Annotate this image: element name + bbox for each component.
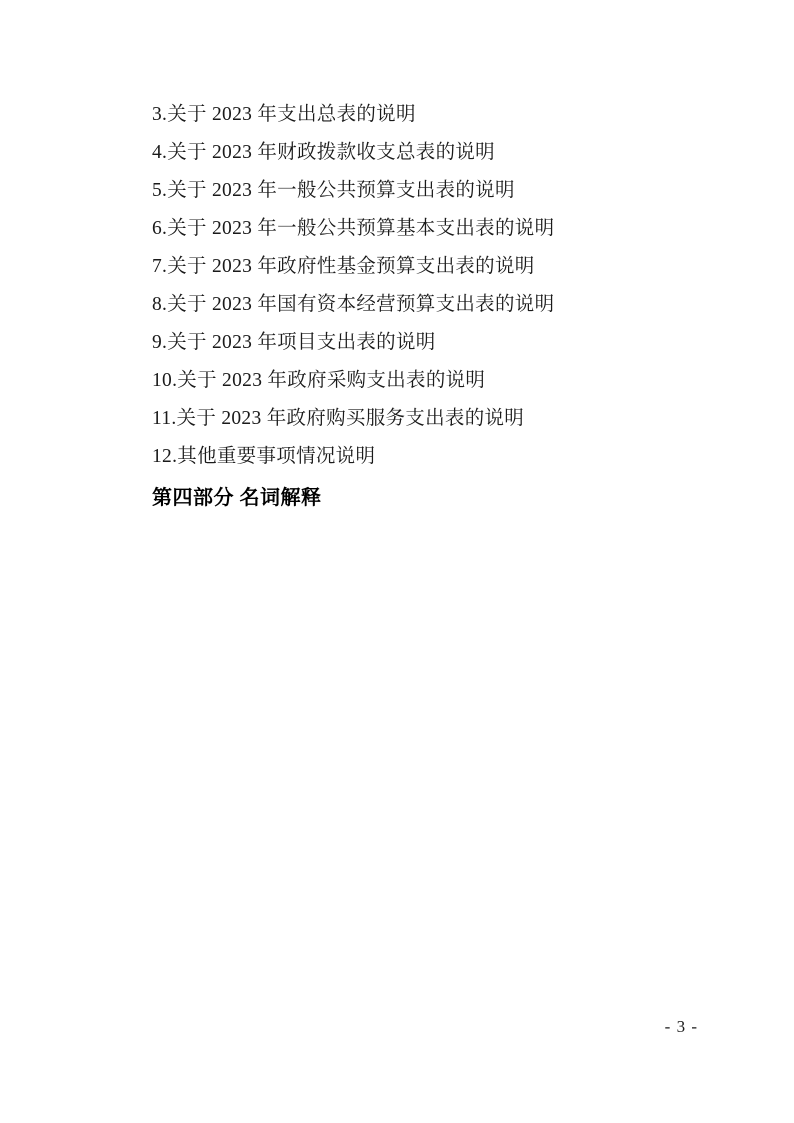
section-heading: 第四部分 名词解释	[152, 487, 322, 509]
list-item: 12.其他重要事项情况说明	[152, 446, 376, 467]
list-item: 6.关于 2023 年一般公共预算基本支出表的说明	[152, 218, 555, 239]
list-item: 7.关于 2023 年政府性基金预算支出表的说明	[152, 256, 535, 277]
page-number: - 3 -	[664, 1017, 698, 1036]
list-item: 5.关于 2023 年一般公共预算支出表的说明	[152, 180, 515, 201]
list-item: 11.关于 2023 年政府购买服务支出表的说明	[152, 408, 525, 429]
list-item: 8.关于 2023 年国有资本经营预算支出表的说明	[152, 294, 555, 315]
list-item: 9.关于 2023 年项目支出表的说明	[152, 332, 436, 353]
list-item: 3.关于 2023 年支出总表的说明	[152, 104, 416, 125]
list-item: 10.关于 2023 年政府采购支出表的说明	[152, 370, 486, 391]
list-item: 4.关于 2023 年财政拨款收支总表的说明	[152, 142, 495, 163]
table-of-contents	[152, 96, 652, 518]
